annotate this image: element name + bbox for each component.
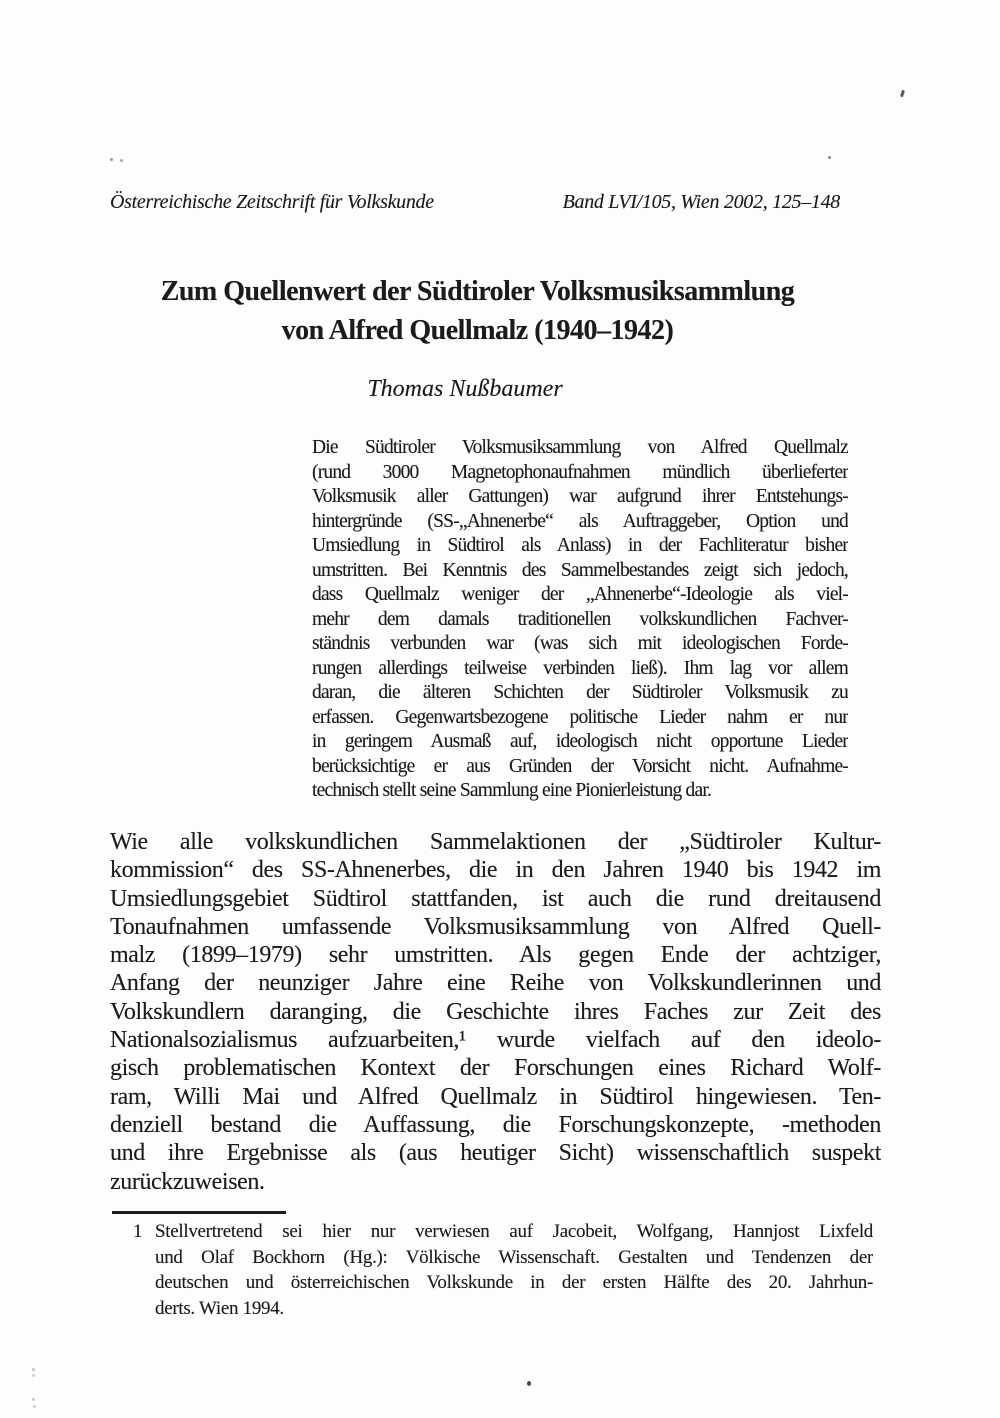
journal-header — [110, 190, 840, 214]
text-line: berücksichtige er aus Gründen der Vorsicht nicht. Aufnahme- — [312, 755, 848, 777]
text-line: gisch problematischen Kontext der Forschungen eines Richard Wolf- — [110, 1055, 881, 1082]
scan-artifact — [828, 156, 831, 159]
text-line: Anfang der neunziger Jahre eine Reihe von Volkskundlerinnen und — [110, 970, 881, 997]
text-line: technisch stellt seine Sammlung eine Pionierleistung dar. — [312, 780, 712, 801]
scan-artifact — [32, 1368, 35, 1371]
footnote-text — [155, 1219, 873, 1321]
text-line: Stellvertretend sei hier nur verwiesen auf Jacobeit, Wolfgang, Hannjost Lixfeld — [155, 1221, 873, 1242]
footnote-separator-rule — [112, 1211, 286, 1214]
text-line: und ihre Ergebnisse als (aus heutiger Sicht) wissenschaftlich suspekt — [110, 1140, 881, 1167]
text-line: denziell bestand die Auffassung, die Forschungskonzepte, -methoden — [110, 1111, 881, 1138]
text-line: Umsiedlungsgebiet Südtirol stattfanden, ist auch die rund dreitausend — [110, 885, 881, 912]
text-line: ram, Willi Mai und Alfred Quellmalz in Südtirol hingewiesen. Ten- — [110, 1083, 881, 1110]
footnote — [133, 1219, 873, 1321]
text-line: (rund 3000 Magnetophonaufnahmen mündlich überlieferter — [312, 461, 848, 483]
text-line: daran, die älteren Schichten der Südtiroler Volksmusik zu — [312, 682, 848, 703]
text-line: Volksmusik aller Gattungen) war aufgrund ihrer Entstehungs- — [312, 486, 848, 507]
text-line: zurückzuweisen. — [110, 1168, 265, 1195]
text-line: und Olaf Bockhorn (Hg.): Völkische Wissenschaft. Gestalten und Tendenzen der — [155, 1246, 873, 1268]
scan-artifact — [110, 158, 113, 161]
text-line: Tonaufnahmen umfassende Volksmusiksammlung von Alfred Quell- — [110, 913, 881, 940]
author-name: Thomas Nußbaumer — [367, 376, 563, 402]
scan-artifact — [900, 90, 905, 98]
text-line: malz (1899–1979) sehr umstritten. Als gegen Ende der achtziger, — [110, 942, 881, 969]
scan-artifact — [32, 1398, 35, 1401]
journal-issue-info: Band LVI/105, Wien 2002, 125–148 — [562, 191, 840, 213]
text-line: mehr dem damals traditionellen volkskundlichen Fachver- — [312, 608, 848, 630]
journal-name: Österreichische Zeitschrift für Volkskunde — [110, 191, 434, 213]
article-title-line2: von Alfred Quellmalz (1940–1942) — [281, 315, 674, 346]
text-line: hintergründe (SS-„Ahnenerbe“ als Auftraggeber, Option und — [312, 510, 848, 532]
body-paragraph — [110, 828, 881, 1196]
text-line: kommission“ des SS-Ahnenerbes, die in den Jahren 1940 bis 1942 im — [110, 857, 881, 884]
text-line: Wie alle volkskundlichen Sammelaktionen der „Südtiroler Kultur- — [110, 829, 881, 855]
abstract-block — [312, 436, 848, 804]
footnote-number: 1 — [133, 1221, 143, 1242]
text-line: rungen allerdings teilweise verbinden ließ). Ihm lag vor allem — [312, 657, 848, 679]
scan-artifact — [527, 1381, 531, 1386]
text-line: deutschen und österreichischen Volkskunde in der ersten Hälfte des 20. Jahrhun- — [155, 1272, 873, 1293]
text-line: erfassen. Gegenwartsbezogene politische Lieder nahm er nur — [312, 706, 848, 728]
text-line: in geringem Ausmaß auf, ideologisch nicht opportune Lieder — [312, 731, 848, 752]
text-line: Nationalsozialismus aufzuarbeiten,¹ wurde vielfach auf den ideolo- — [110, 1027, 881, 1054]
text-line: umstritten. Bei Kenntnis des Sammelbestandes zeigt sich jedoch, — [312, 559, 848, 581]
article-title-line1: Zum Quellenwert der Südtiroler Volksmusiksammlung — [160, 276, 795, 307]
text-line: dass Quellmalz weniger der „Ahnenerbe“-Ideologie als viel- — [312, 584, 848, 605]
text-line: Umsiedlung in Südtirol als Anlass) in der Fachliteratur bisher — [312, 535, 848, 556]
text-line: Volkskundlern daranging, die Geschichte ihres Faches zur Zeit des — [110, 998, 881, 1025]
text-line: derts. Wien 1994. — [155, 1297, 284, 1319]
article-title — [0, 272, 955, 350]
text-line: ständnis verbunden war (was sich mit ideologischen Forde- — [312, 633, 848, 654]
text-line: Die Südtiroler Volksmusiksammlung von Alfred Quellmalz — [312, 437, 848, 458]
